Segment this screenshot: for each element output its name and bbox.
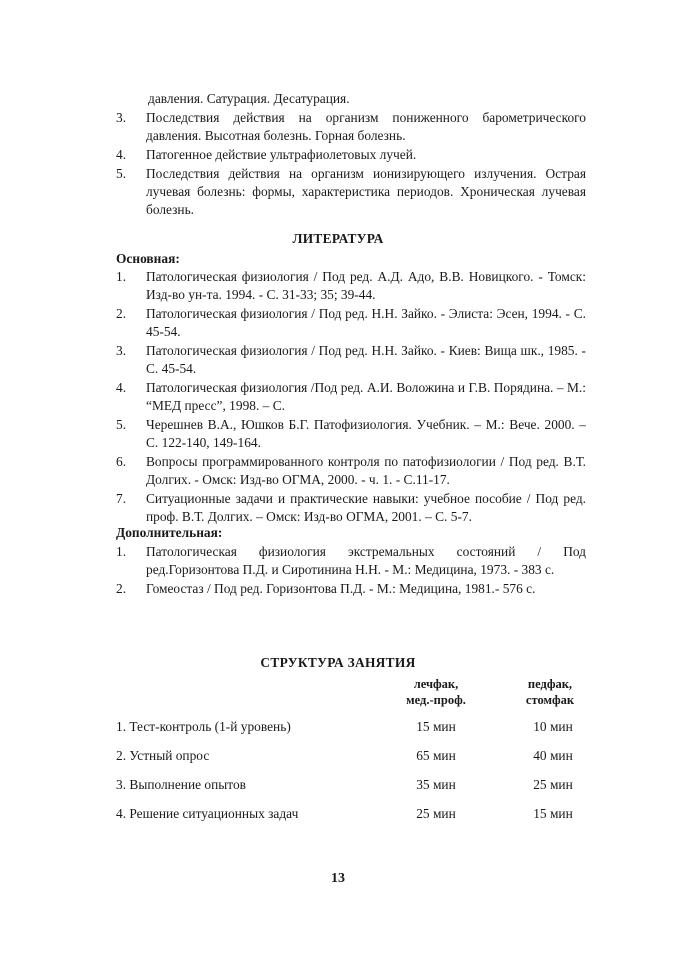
reference-text: Гомеостаз / Под ред. Горизонтова П.Д. - М.: Медицина, 1981.- 576 с. [146,581,536,596]
reference-text: Патологическая физиология /Под ред. А.И. Воложина и Г.В. Порядина. – М.: “МЕД пресс”, 1998. – С. [146,380,586,413]
main-literature-list [116,268,586,527]
topic-item [116,165,586,219]
topic-text: Последствия действия на организм пониженного барометрического давления. Высотная болезнь. Горная болезнь. [146,110,586,143]
topics-list [116,109,586,220]
table-row [116,799,590,828]
column-header-pedfak: педфак, стомфак [525,677,575,707]
extra-literature-list [116,543,586,599]
reference-item [116,416,586,452]
page-number: 13 [331,871,345,886]
reference-number: 4. [116,380,127,395]
topic-text: Патогенное действие ультрафиолетовых лучей. [146,147,417,162]
reference-text: Черешнев В.А., Юшков Б.Г. Патофизиология. Учебник. – М.: Вече. 2000. – С. 122-140, 149-164. [146,417,586,450]
topic-item [116,109,586,145]
reference-item [116,379,586,415]
row-label: 2. Устный опрос [116,748,210,763]
structure-heading: СТРУКТУРА ЗАНЯТИЯ [260,655,416,670]
topic-item [116,146,586,164]
continuation-line: давления. Сатурация. Десатурация. [148,91,350,106]
reference-number: 1. [116,269,127,284]
reference-item [116,543,586,579]
row-value-lechfak: 65 мин [416,748,456,763]
row-value-lechfak: 15 мин [416,719,456,734]
extra-literature-label: Дополнительная: [116,525,223,540]
reference-number: 7. [116,491,127,506]
reference-number: 3. [116,343,127,358]
reference-number: 2. [116,581,127,596]
reference-text: Патологическая физиология / Под ред. Н.Н. Зайко. - Элиста: Эсен, 1994. - С. 45-54. [146,306,586,339]
reference-text: Патологическая физиология / Под ред. А.Д. Адо, В.В. Новицкого. - Томск: Изд-во ун-та. 1994. - С. 31-33; 35; 39-44. [146,269,586,302]
reference-item [116,268,586,304]
reference-number: 2. [116,306,127,321]
reference-number: 1. [116,544,127,559]
row-value-pedfak: 15 мин [533,806,573,821]
row-value-pedfak: 10 мин [533,719,573,734]
reference-text: Патологическая физиология экстремальных состояний / Под ред.Горизонтова П.Д. и Сиротинина Н.Н. - М.: Медицина, 1973. - 383 с. [146,544,586,577]
reference-text: Патологическая физиология / Под ред. Н.Н. Зайко. - Киев: Вища шк., 1985. - С. 45-54. [146,343,586,376]
row-label: 1. Тест-контроль (1-й уровень) [116,719,291,734]
table-row [116,712,590,741]
row-label: 4. Решение ситуационных задач [116,806,299,821]
topic-number: 5. [116,166,127,181]
topic-number: 3. [116,110,127,125]
table-row [116,770,590,799]
reference-item [116,580,586,598]
row-value-pedfak: 40 мин [533,748,573,763]
topic-text: Последствия действия на организм ионизирующего излучения. Острая лучевая болезнь: формы, характеристика периодов. Хроническая лучевая болезнь. [146,166,586,217]
main-literature-label: Основная: [116,251,180,266]
reference-number: 6. [116,454,127,469]
structure-table [116,676,590,828]
table-row [116,741,590,770]
reference-item [116,342,586,378]
reference-item [116,453,586,489]
reference-item [116,490,586,526]
topic-number: 4. [116,147,127,162]
row-value-pedfak: 25 мин [533,777,573,792]
column-header-lechfak: лечфак, мед.-проф. [406,677,466,707]
table-header-row [116,676,590,712]
row-value-lechfak: 25 мин [416,806,456,821]
row-label: 3. Выполнение опытов [116,777,246,792]
reference-text: Ситуационные задачи и практические навыки: учебное пособие / Под ред. проф. В.Т. Долгих. – Омск: Изд-во ОГМА, 2001. – С. 5-7. [146,491,586,524]
reference-item [116,305,586,341]
literature-heading: ЛИТЕРАТУРА [292,231,384,246]
reference-text: Вопросы программированного контроля по патофизиологии / Под ред. В.Т. Долгих. - Омск: Изд-во ОГМА, 2000. - ч. 1. - С.11-17. [146,454,586,487]
row-value-lechfak: 35 мин [416,777,456,792]
reference-number: 5. [116,417,127,432]
